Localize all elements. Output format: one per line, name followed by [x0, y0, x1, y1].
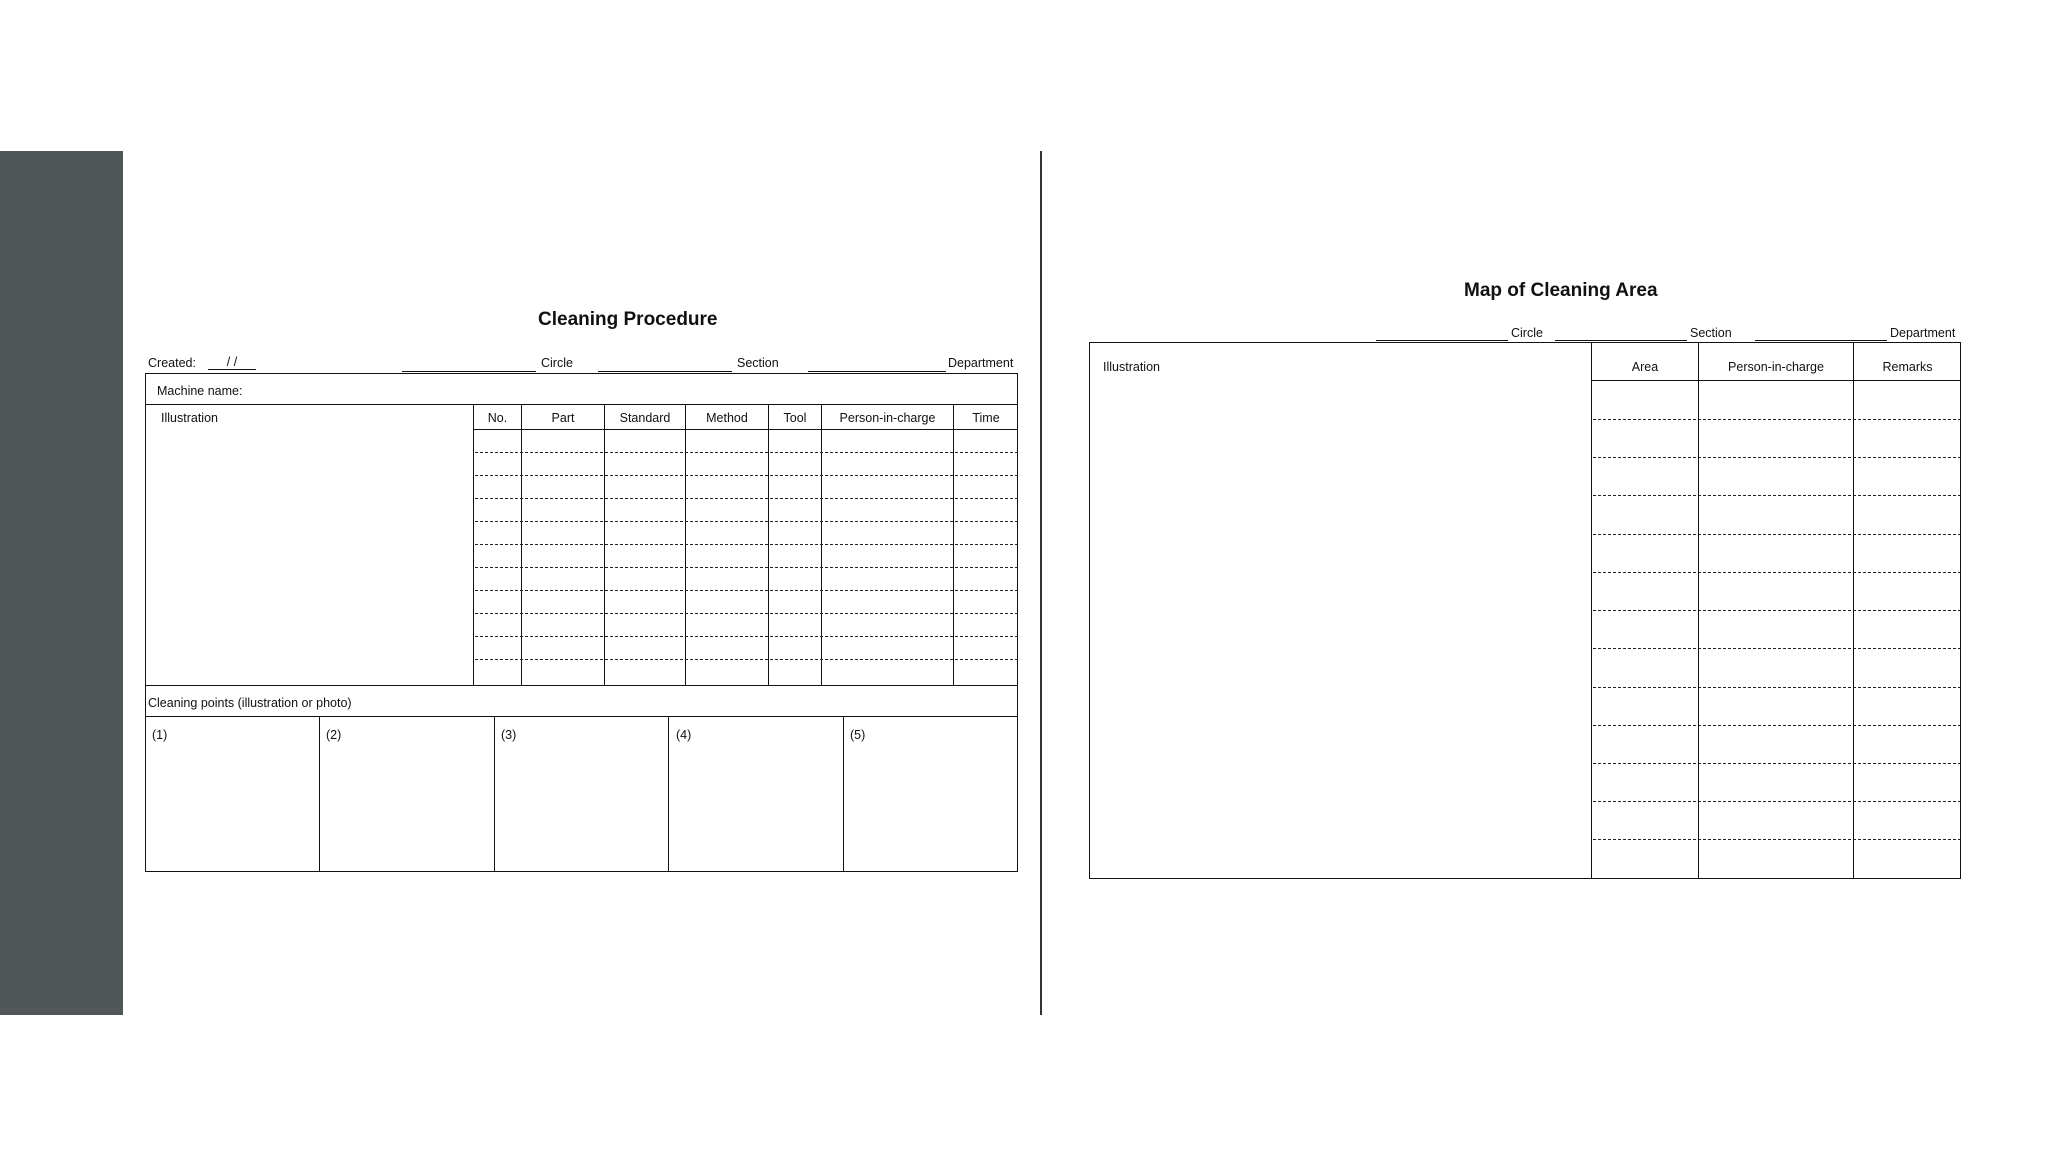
- table-row[interactable]: [475, 544, 1018, 545]
- cleaning-point-4[interactable]: (4): [676, 728, 692, 742]
- created-date-field[interactable]: / /: [208, 355, 256, 370]
- map-form-title: Map of Cleaning Area: [1464, 280, 1658, 301]
- table-row[interactable]: [475, 613, 1018, 614]
- col-header-method: Method: [706, 411, 748, 425]
- col-sep: [821, 404, 822, 686]
- map-department-blank[interactable]: [1755, 340, 1887, 341]
- col-sep: [768, 404, 769, 686]
- map-table-row[interactable]: [1593, 687, 1961, 688]
- col-sep: [685, 404, 686, 686]
- point-sep: [319, 716, 320, 872]
- map-department-label: Department: [1890, 326, 1956, 340]
- map-table-row[interactable]: [1593, 419, 1961, 420]
- map-col-sep: [1591, 342, 1592, 879]
- department-label: Department: [948, 356, 1014, 370]
- cleaning-points-top-line: [145, 685, 1018, 686]
- section-blank[interactable]: [598, 371, 732, 372]
- table-row[interactable]: [475, 498, 1018, 499]
- circle-label: Circle: [541, 356, 573, 370]
- col-header-person-in-charge: Person-in-charge: [839, 411, 936, 425]
- left-sidebar-bar: [0, 151, 123, 1015]
- table-row[interactable]: [475, 452, 1018, 453]
- col-header-time: Time: [972, 411, 1000, 425]
- map-table-row[interactable]: [1593, 839, 1961, 840]
- map-table-row[interactable]: [1593, 801, 1961, 802]
- table-row[interactable]: [475, 475, 1018, 476]
- map-table-row[interactable]: [1593, 763, 1961, 764]
- point-sep: [494, 716, 495, 872]
- cleaning-points-label: Cleaning points (illustration or photo): [148, 696, 352, 710]
- table-row[interactable]: [475, 659, 1018, 660]
- header-row-line: [473, 429, 1018, 430]
- col-sep: [953, 404, 954, 686]
- machine-name-label: Machine name:: [157, 384, 243, 398]
- map-section-label: Section: [1690, 326, 1732, 340]
- cleaning-point-3[interactable]: (3): [501, 728, 517, 742]
- map-table-row[interactable]: [1593, 534, 1961, 535]
- page-divider: [1040, 151, 1042, 1015]
- form-outer-box: [145, 373, 1018, 872]
- map-table-row[interactable]: [1593, 457, 1961, 458]
- machine-row-line: [145, 404, 1018, 405]
- col-header-tool: Tool: [783, 411, 807, 425]
- cleaning-point-2[interactable]: (2): [326, 728, 342, 742]
- circle-blank[interactable]: [402, 371, 536, 372]
- map-col-header-person-in-charge: Person-in-charge: [1728, 360, 1824, 374]
- illustration-right-border: [473, 404, 474, 686]
- section-label: Section: [737, 356, 779, 370]
- table-row[interactable]: [475, 590, 1018, 591]
- table-row[interactable]: [475, 521, 1018, 522]
- map-illustration-label: Illustration: [1103, 360, 1160, 374]
- map-table-row[interactable]: [1593, 572, 1961, 573]
- col-sep: [604, 404, 605, 686]
- map-circle-blank[interactable]: [1376, 340, 1508, 341]
- created-label: Created:: [148, 356, 196, 370]
- point-sep: [843, 716, 844, 872]
- col-sep: [521, 404, 522, 686]
- col-header-standard: Standard: [619, 411, 671, 425]
- col-header-part: Part: [551, 411, 575, 425]
- table-row[interactable]: [475, 636, 1018, 637]
- map-col-header-area: Area: [1631, 360, 1659, 374]
- department-blank[interactable]: [808, 371, 946, 372]
- map-col-header-remarks: Remarks: [1882, 360, 1933, 374]
- table-row[interactable]: [475, 567, 1018, 568]
- map-table-row[interactable]: [1593, 610, 1961, 611]
- map-table-row[interactable]: [1593, 725, 1961, 726]
- col-header-no: No.: [487, 411, 508, 425]
- map-table-row[interactable]: [1593, 648, 1961, 649]
- cleaning-points-header-line: [145, 716, 1018, 717]
- form-title: Cleaning Procedure: [538, 309, 718, 330]
- map-table-row[interactable]: [1593, 495, 1961, 496]
- cleaning-point-5[interactable]: (5): [850, 728, 866, 742]
- cleaning-point-1[interactable]: (1): [152, 728, 168, 742]
- map-circle-label: Circle: [1511, 326, 1543, 340]
- map-header-line: [1591, 380, 1961, 381]
- illustration-label: Illustration: [161, 411, 218, 425]
- map-section-blank[interactable]: [1555, 340, 1687, 341]
- point-sep: [668, 716, 669, 872]
